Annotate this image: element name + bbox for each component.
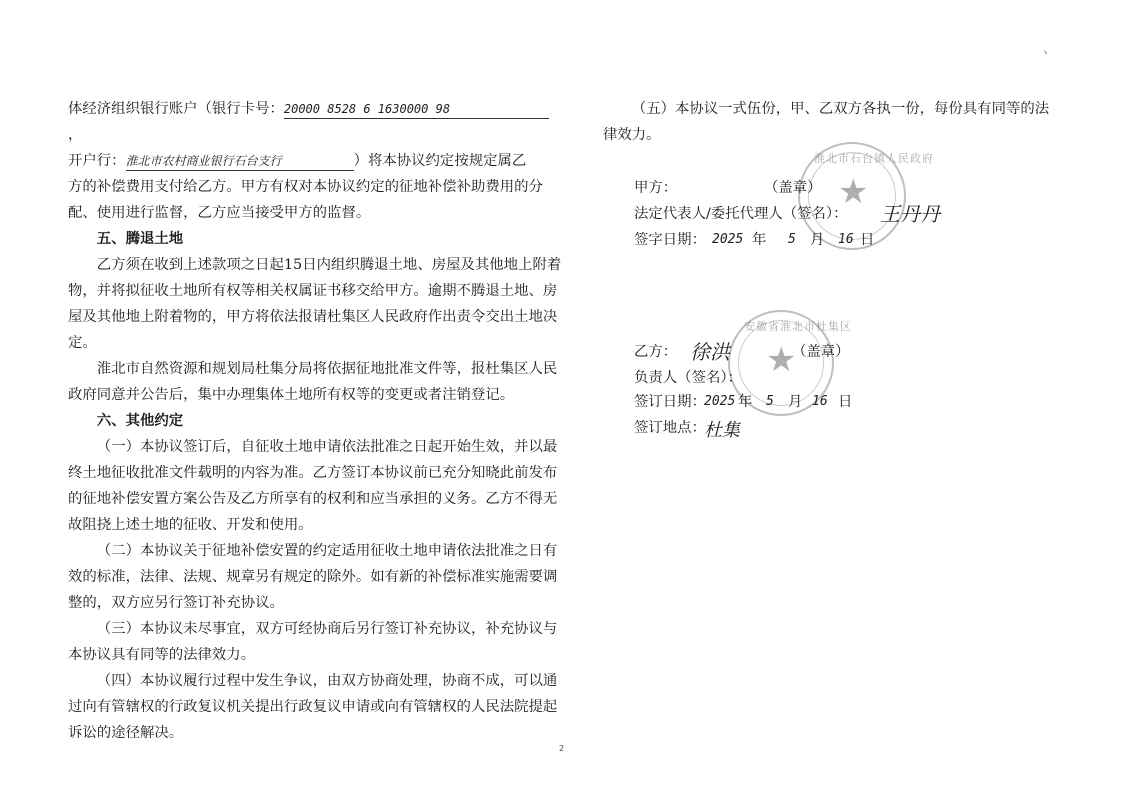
right-column [603,96,1063,148]
party-b-seal-label: （盖章） [792,344,850,360]
party-b-signature: 徐洪 [690,340,730,364]
party-b-place-label: 签订地点： [634,420,706,436]
party-a-day: 16 [838,232,854,247]
page-number: 2 [559,744,565,753]
party-b-head-label: 负责人（签名）： [634,370,742,386]
heading-vacate-land: 五、腾退土地 [96,231,184,247]
party-b-label: 乙方： [634,344,678,360]
paragraph-registration: 淮北市自然资源和规划局杜集分局将依据征地批准文件等，报杜集区人民政府同意并公告后，集中办理集体土地所有权等的变更或者注销登记。 [68,361,558,403]
seal-star-icon: ★ [766,340,797,380]
seal-text: 安徽省淮北市杜集区 [744,320,852,333]
bank-account-line: 体经济组织银行账户（银行卡号：20000 8528 6 1630000 98， [68,96,563,148]
party-b-year: 2025 [704,394,736,409]
clause-two: （二）本协议关于征地补偿安置的约定适用征收土地申请依法批准之日有效的标准，法律、法规、规章另有规定的除外。如有新的补偿标准实施需要调整的，双方应另行签订补充协议。 [68,543,558,611]
party-a-rep-label: 法定代表人/委托代理人（签名）： [634,206,848,222]
clause-one: （一）本协议签订后，自征收土地申请依法批准之日起开始生效，并以最终土地征收批准文件载明的内容为准。乙方签订本协议前已充分知晓此前发布的征地补偿安置方案公告及乙方所享有的权利和应当承担的义务。乙方不得无故阻挠上述土地的征收、开发和使用。 [68,439,558,533]
party-a-label: 甲方： [634,180,678,196]
bank-name-line: 开户行：淮北市农村商业银行石台支行 ）将本协议约定按规定属乙 [68,153,527,169]
left-column [68,96,563,746]
party-a-month: 5 [788,232,796,247]
party-a-year: 2025 [712,232,744,247]
party-a-rep-signature: 王丹丹 [880,202,940,226]
party-a-date-label: 签字日期： [634,232,706,248]
corner-mark: ヽ [1040,48,1050,59]
seal-star-icon: ★ [838,172,869,212]
bank-name: 淮北市农村商业银行石台支行 [126,152,354,171]
party-b-month: 5 [766,394,774,409]
clause-four: （四）本协议履行过程中发生争议，由双方协商处理，协商不成，可以通过向有管辖权的行政复议机关提出行政复议申请或向有管辖权的人民法院提起诉讼的途径解决。 [68,673,558,741]
party-a-seal-label: （盖章） [764,180,822,196]
party-b-place: 杜集 [704,420,740,441]
party-b-day: 16 [812,394,828,409]
seal-text: 淮北市石台镇人民政府 [814,152,934,165]
paragraph-vacate-land: 乙方须在收到上述款项之日起15日内组织腾退土地、房屋及其他地上附着物，并将拟征收土地所有权等相关权属证书移交给甲方。逾期不腾退土地、房屋及其他地上附着物的，甲方将依法报请杜集区人民政府作出责令交出土地决定。 [68,257,562,351]
heading-other-terms: 六、其他约定 [96,413,184,429]
clause-five: （五）本协议一式伍份，甲、乙双方各执一份，每份具有同等的法律效力。 [603,101,1050,143]
clause-three: （三）本协议未尽事宜，双方可经协商后另行签订补充协议，补充协议与本协议具有同等的法律效力。 [68,621,558,663]
paragraph-supervision: 方的补偿费用支付给乙方。甲方有权对本协议约定的征地补偿补助费用的分配、使用进行监督，乙方应当接受甲方的监督。 [68,179,543,221]
bank-card-number: 20000 8528 6 1630000 98 [284,100,549,119]
party-b-date-label: 签订日期： [634,394,706,410]
